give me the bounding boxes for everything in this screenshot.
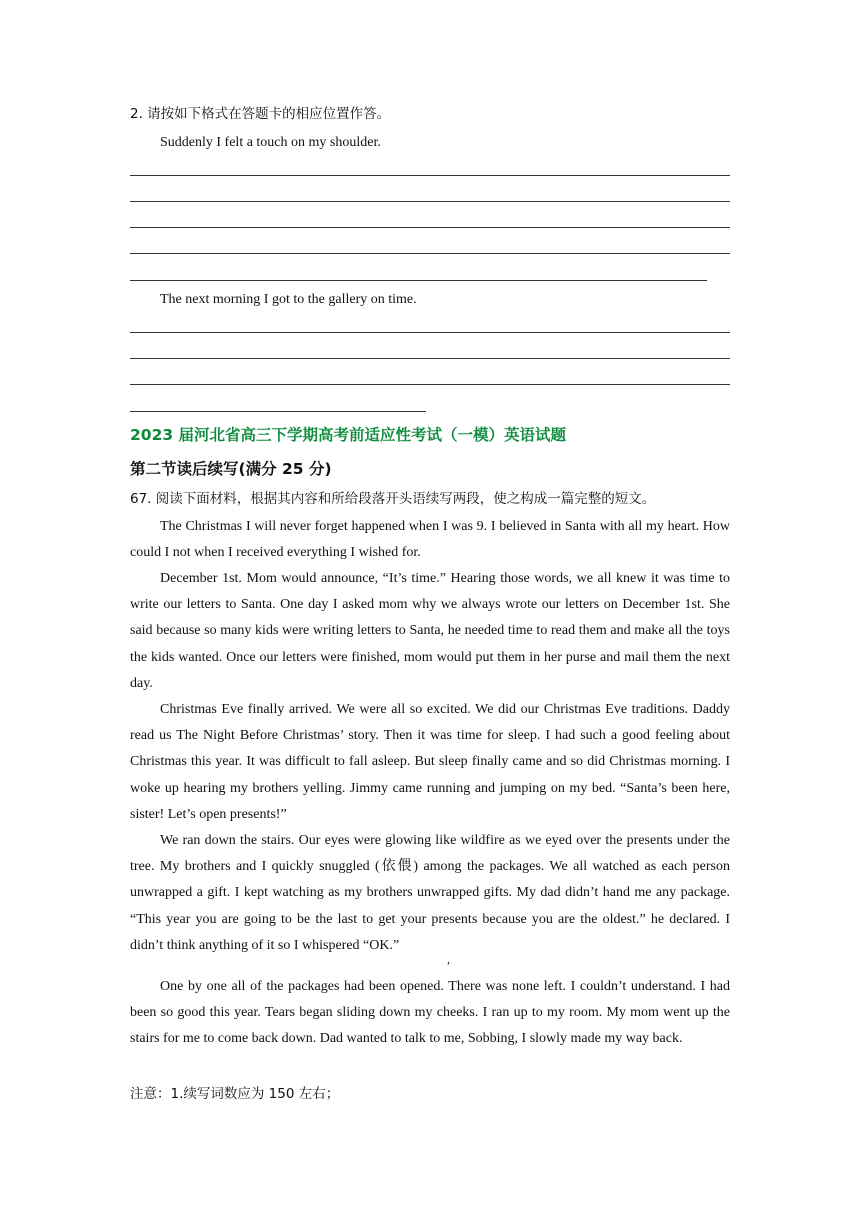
answer-line [130, 358, 730, 359]
section-subtitle: 第二节读后续写(满分 25 分) [130, 460, 332, 478]
story-paragraph-2: December 1st. Mom would announce, “It’s time.” Hearing those words, we all knew it was time to write our letters to Santa. One day I asked mom why we always wrote our letters on December 1st. She said because so many kids were writing letters to Santa, he needed time to read them and make all the toys the kids wanted. Once our letters were finished, mom would put them in her purse and mail them the next day. [130, 571, 730, 691]
exam-title: 2023 届河北省高三下学期高考前适应性考试（一模）英语试题 [130, 426, 567, 444]
answer-line [130, 411, 426, 412]
prompt-sentence-1: Suddenly I felt a touch on my shoulder. [160, 135, 381, 150]
answer-line [130, 227, 730, 228]
stray-comma: , [447, 952, 450, 966]
note-text: 注意：1.续写词数应为 150 左右； [130, 1086, 340, 1102]
answer-line [130, 280, 707, 281]
story-paragraph-3: Christmas Eve finally arrived. We were all so excited. We did our Christmas Eve traditions. Daddy read us The Night Before Christmas’ story. Then it was time for sleep. I had such a good feeling about Christmas this year. It was difficult to fall asleep. But sleep finally came and so did Christmas morning. I woke up hearing my brothers yelling. Jimmy came running and jumping on my bed. “Santa’s been here, sister! Let’s open presents!” [130, 702, 730, 822]
answer-line [130, 175, 730, 176]
answer-line [130, 201, 730, 202]
q2-instruction: 2. 请按如下格式在答题卡的相应位置作答。 [130, 106, 391, 122]
story-paragraph-5: One by one all of the packages had been opened. There was none left. I couldn’t understand. I had been so good this year. Tears began sliding down my cheeks. I ran up to my room. My mom went up the stairs for me to come back down. Dad wanted to talk to me, Sobbing, I slowly made my way back. [130, 979, 730, 1047]
prompt-sentence-2: The next morning I got to the gallery on time. [160, 292, 417, 307]
answer-line [130, 332, 730, 333]
answer-line [130, 384, 730, 385]
story-paragraph-1: The Christmas I will never forget happened when I was 9. I believed in Santa with all my heart. How could I not when I received everything I wished for. [130, 519, 730, 561]
question-instruction: 67. 阅读下面材料，根据其内容和所给段落开头语续写两段，使之构成一篇完整的短文。 [130, 491, 656, 507]
story-paragraph-4: We ran down the stairs. Our eyes were glowing like wildfire as we eyed over the presents under the tree. My brothers and I quickly snuggled (依偎) among the packages. We all watched as each person unwrapped a gift. I kept watching as my brothers unwrapped gifts. My dad didn’t hand me any package. “This year you are going to be the last to get your presents because you are the oldest.” he declared. I didn’t think anything of it so I whispered “OK.” [130, 833, 730, 953]
answer-line [130, 253, 730, 254]
